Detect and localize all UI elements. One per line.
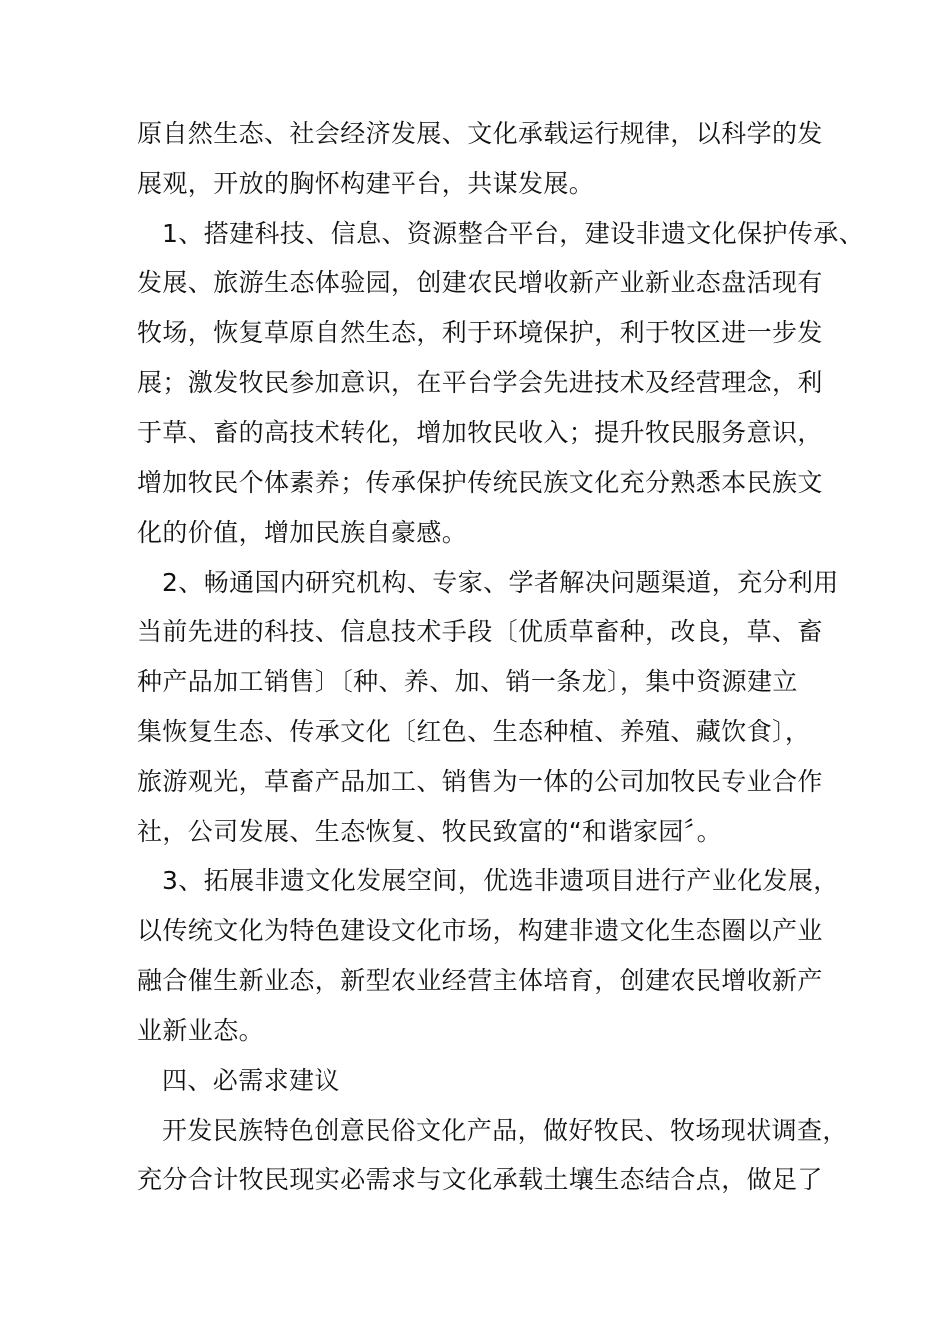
text-line: 牧场，恢复草原自然生态，利于环境保护，利于牧区进一步发 [137, 318, 823, 347]
text-line: 集恢复生态、传承文化〔红色、生态种植、养殖、藏饮食〕， [137, 717, 811, 746]
text-line: 2、畅通国内研究机构、专家、学者解决问题渠道，充分利用 [162, 568, 839, 597]
text-line: 社，公司发展、生态恢复、牧民致富的“和谐家园〞。 [137, 817, 723, 846]
text-line: 融合催生新业态，新型农业经营主体培育，创建农民增收新产 [137, 966, 823, 995]
text-line: 业新业态。 [137, 1016, 265, 1045]
text-line: 旅游观光，草畜产品加工、销售为一体的公司加牧民专业合作 [137, 767, 823, 796]
text-line: 展观，开放的胸怀构建平台，共谋发展。 [137, 169, 595, 198]
text-line: 开发民族特色创意民俗文化产品，做好牧民、牧场现状调查， [162, 1116, 848, 1145]
text-line: 发展、旅游生态体验园，创建农民增收新产业新业态盘活现有 [137, 268, 823, 297]
text-line: 以传统文化为特色建设文化市场，构建非遗文化生态圈以产业 [137, 916, 823, 945]
text-line: 原自然生态、社会经济发展、文化承载运行规律，以科学的发 [137, 119, 823, 148]
section-heading: 四、必需求建议 [162, 1066, 340, 1095]
text-line: 当前先进的科技、信息技术手段〔优质草畜种，改良，草、畜 [137, 617, 823, 646]
text-line: 展；激发牧民参加意识，在平台学会先进技术及经营理念，利 [137, 368, 823, 397]
text-line: 1、搭建科技、信息、资源整合平台，建设非遗文化保护传承、 [162, 219, 865, 248]
text-line: 3、拓展非遗文化发展空间，优选非遗项目进行产业化发展， [162, 866, 839, 895]
text-line: 充分合计牧民现实必需求与文化承载土壤生态结合点，做足了 [137, 1165, 823, 1194]
text-line: 化的价值，增加民族自豪感。 [137, 518, 468, 547]
text-line: 种产品加工销售〕〔种、养、加、销一条龙〕，集中资源建立 [137, 667, 798, 696]
text-line: 于草、畜的高技术转化，增加牧民收入；提升牧民服务意识， [137, 418, 823, 447]
text-line: 增加牧民个体素养；传承保护传统民族文化充分熟悉本民族文 [137, 468, 823, 497]
